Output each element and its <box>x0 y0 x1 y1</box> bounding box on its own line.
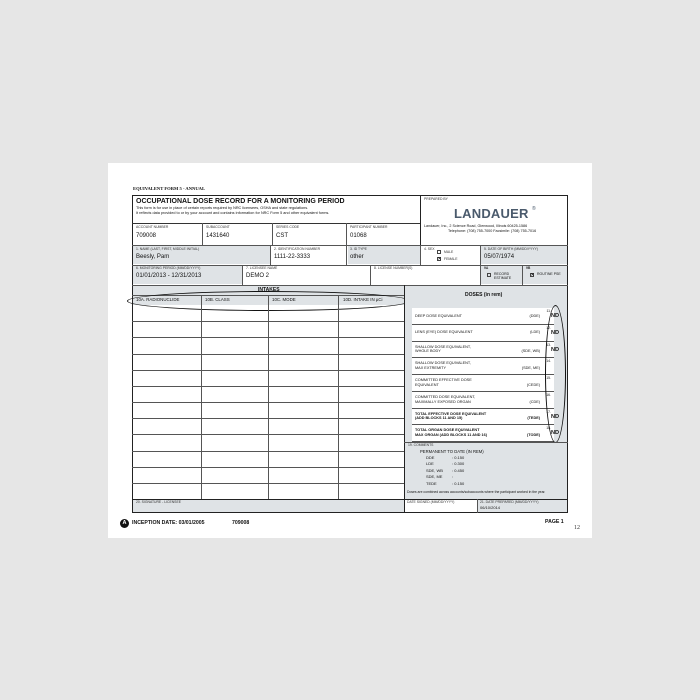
dose-row-code: (CEDE) <box>526 382 540 387</box>
date-signed-label: DATE SIGNED (MM/DD/YYYY) <box>407 500 455 504</box>
dob-label: 5. DATE OF BIRTH (MM/DD/YYYY) <box>484 247 538 251</box>
page-number: 12 <box>574 525 580 531</box>
participant-name: Beesly, Pam <box>136 254 170 260</box>
licensee-name: DEMO 2 <box>246 273 270 279</box>
male-checkbox[interactable] <box>437 250 441 254</box>
sex-label: 4. SEX <box>424 247 435 251</box>
comment-key: LDE <box>426 461 434 467</box>
footer-account: 709008 <box>232 520 250 526</box>
intakes-column-radionuclide: 10A. RADIONUCLIDE <box>136 297 180 302</box>
marker-circle: A <box>120 519 129 528</box>
form-page <box>108 163 592 538</box>
company-address: Landauer, Inc., 2 Science Road, Glenwood, Illinois 60425-1586 <box>424 224 528 228</box>
subaccount: 1431640 <box>206 233 230 239</box>
doses-header: DOSES (in rem) <box>465 292 503 298</box>
routine-pse-label: ROUTINE PSE <box>537 272 561 276</box>
dose-values-ring <box>545 305 566 443</box>
dose-row-sublabel: MAX ORGAN (ADD BLOCKS 11 AND 16) <box>415 433 488 438</box>
dose-row-code: (LDE) <box>530 330 540 335</box>
subaccount-label: SUBACCOUNT <box>206 225 230 229</box>
dose-value: ND <box>551 329 560 336</box>
comments-list <box>426 456 526 492</box>
dose-row-number: 14. <box>546 359 551 364</box>
id-number: 1111-22-3333 <box>274 254 311 260</box>
record-estimate-number: 9A <box>484 266 489 270</box>
comment-key: SDE, WB <box>426 467 443 473</box>
dose-row <box>412 392 554 409</box>
dose-row-number: 15. <box>546 376 551 380</box>
comment-key: DDE <box>426 455 435 460</box>
form-label: EQUIVALENT FORM 5 - ANNUAL <box>133 186 206 191</box>
intakes-header: INTAKES <box>258 287 280 293</box>
dose-row <box>412 425 554 442</box>
dose-row-code: (TEDE) <box>527 416 540 421</box>
dose-row-sublabel: WHOLE BODY <box>415 349 441 354</box>
signature-label: 20. SIGNATURE - LICENSEE <box>136 500 181 504</box>
landauer-logo: LANDAUER <box>454 206 529 221</box>
dose-row <box>412 375 554 392</box>
female-check-mark: ✕ <box>437 256 442 261</box>
doses-table <box>405 308 567 442</box>
prepared-by-label: PREPARED BY <box>424 197 448 201</box>
comment-value: : 0.150 <box>452 480 465 486</box>
dose-row-number: 12. <box>546 325 551 330</box>
dose-row-sublabel: MAX EXTREMITY <box>415 366 447 371</box>
dose-row-code: (CDE) <box>529 399 540 404</box>
inception-date: INCEPTION DATE: 03/01/2005 <box>132 520 205 526</box>
dose-row-label: LENS (EYE) DOSE EQUIVALENT <box>415 330 473 335</box>
company-phone: Telephone: (708) 755-7000 Facsimile: (708) 755-7016 <box>448 229 537 233</box>
page-label: PAGE 1 <box>545 519 564 525</box>
comment-key: SDE, ME <box>426 474 443 480</box>
dose-row-number: 16. <box>546 392 551 397</box>
intake-column-line <box>201 295 202 499</box>
dose-row-code: (TODE) <box>526 433 540 438</box>
intakes-column-class: 10B. CLASS <box>205 297 230 302</box>
dose-row <box>412 358 554 375</box>
dose-row-code: (SDE, ME) <box>521 366 540 371</box>
comments-title: PERMANENT TO DATE (IN REM) <box>420 449 484 454</box>
record-estimate-checkbox[interactable] <box>487 273 491 277</box>
date-of-birth: 05/07/1974 <box>484 254 515 260</box>
record-estimate-label: RECORD ESTIMATE <box>494 272 512 281</box>
id-type-label: 3. ID TYPE <box>350 247 367 251</box>
participant-number: 01068 <box>350 233 367 239</box>
comments-label: 19. COMMENTS <box>408 443 434 447</box>
license-number-label: 8. LICENSE NUMBER(S) <box>374 266 413 270</box>
comment-key: TEDE <box>426 480 437 486</box>
intake-column-line <box>268 295 269 499</box>
registered-mark: ® <box>532 206 536 212</box>
account-number: 709008 <box>136 233 157 239</box>
form-title: OCCUPATIONAL DOSE RECORD FOR A MONITORING PERIOD <box>136 198 345 205</box>
id-type: other <box>350 254 364 260</box>
dose-row <box>412 308 554 325</box>
comments-note: Doses are combined across accounts/subaccounts where the participant worked in the year. <box>407 490 546 494</box>
name-label: 1. NAME (LAST, FIRST, MIDDLE INITIAL) <box>136 247 200 251</box>
dose-row-label: COMMITTED DOSE EQUIVALENT, <box>415 394 476 399</box>
monitoring-period-label: 6. MONITORING PERIOD (MM/DD/YYYY) <box>136 266 201 270</box>
dose-row <box>412 409 554 426</box>
account-number-label: ACCOUNT NUMBER <box>136 225 169 229</box>
dose-row-code: (SDE, WB) <box>521 349 540 354</box>
dose-row-number: 18. <box>546 426 551 431</box>
dose-row-code: (DDE) <box>529 313 540 318</box>
dose-row-label: COMMITTED EFFECTIVE DOSE <box>415 378 472 382</box>
dose-row-label: SHALLOW DOSE EQUIVALENT, <box>415 361 471 366</box>
comment-value: : 0.150 <box>452 455 465 460</box>
dose-value: ND <box>551 430 560 437</box>
licensee-label: 7. LICENSEE NAME <box>246 266 278 270</box>
comment-value: : 0.300 <box>452 461 465 467</box>
comment-value: : 0.450 <box>452 467 465 473</box>
dose-row-label: TOTAL ORGAN DOSE EQUIVALENT <box>415 428 480 433</box>
intake-column-line <box>338 295 339 499</box>
dose-row-sublabel: EQUIVALENT <box>415 382 439 387</box>
intakes-table <box>132 305 404 499</box>
dose-row-label: DEEP DOSE EQUIVALENT <box>415 313 462 318</box>
date-prepared: 06/10/2014 <box>480 505 501 510</box>
dose-row-label: TOTAL EFFECTIVE DOSE EQUIVALENT <box>415 411 487 416</box>
dose-row-number: 11. <box>546 309 551 313</box>
dose-row <box>412 342 554 359</box>
id-number-label: 2. IDENTIFICATION NUMBER <box>274 247 321 251</box>
dose-row-sublabel: MAXIMALLY EXPOSED ORGAN <box>415 399 471 404</box>
date-prepared-label: 21. DATE PREPARED (MM/DD/YYYY) <box>480 500 539 504</box>
dose-value: ND <box>551 346 560 353</box>
routine-check-mark: ✕ <box>530 272 535 277</box>
dose-row-sublabel: (ADD BLOCKS 11 AND 15) <box>415 416 463 421</box>
dose-value: ND <box>551 413 560 420</box>
dose-row-number: 17. <box>546 409 551 414</box>
series-code: CST <box>276 233 288 239</box>
description-line-1: This form is for use in place of certain reports required by NRC licensees, OSHA and state regulations. <box>136 206 309 210</box>
male-label: MALE <box>444 250 454 254</box>
dose-row <box>412 325 554 342</box>
female-label: FEMALE <box>444 257 458 261</box>
monitoring-period: 01/01/2013 - 12/31/2013 <box>136 273 202 279</box>
intakes-column-intake: 10D. INTAKE IN µCi <box>343 297 383 302</box>
dose-row-label: SHALLOW DOSE EQUIVALENT, <box>415 344 471 349</box>
intakes-column-mode: 10C. MODE <box>272 297 296 302</box>
dose-value: ND <box>551 313 560 319</box>
series-code-label: SERIES CODE <box>276 225 300 229</box>
description-line-2: It reflects data provided to or by your account and contains information for NRC Form 5 and other equivalent forms. <box>136 211 330 215</box>
participant-number-label: PARTICIPANT NUMBER <box>350 225 388 229</box>
comment-value: : <box>452 474 454 480</box>
routine-pse-number: 9B <box>526 266 531 270</box>
dose-row-number: 13. <box>546 342 551 347</box>
